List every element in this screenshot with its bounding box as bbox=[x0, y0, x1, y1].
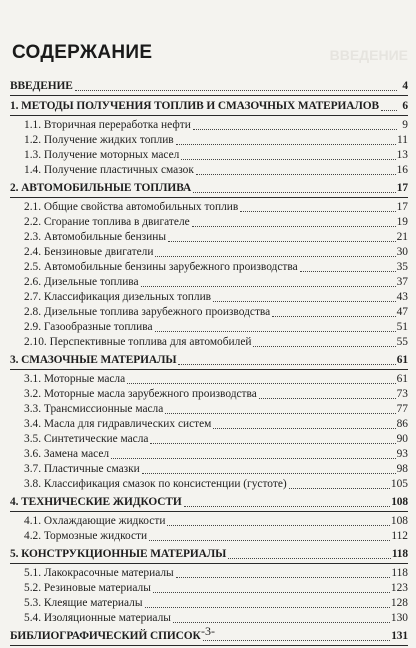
toc-entry-page: 131 bbox=[391, 630, 408, 642]
dot-leader bbox=[192, 225, 396, 227]
toc-entry-title: 3.8. Классификация смазок по консистенции (густоте) bbox=[24, 478, 287, 490]
toc-subsection-entry bbox=[10, 133, 408, 148]
dot-leader bbox=[75, 89, 397, 91]
toc-entry-page: 17 bbox=[396, 201, 408, 213]
toc-subsection-entry bbox=[10, 529, 408, 544]
toc-entry-page: 98 bbox=[396, 463, 408, 475]
dot-leader bbox=[213, 427, 395, 429]
dot-leader bbox=[142, 472, 396, 474]
toc-entry-title: 5.3. Клеящие материалы bbox=[24, 597, 143, 609]
toc-subsection-entry bbox=[10, 275, 408, 290]
dot-leader bbox=[150, 442, 395, 444]
toc-entry-page: 90 bbox=[396, 433, 408, 445]
table-of-contents bbox=[10, 79, 408, 648]
dot-leader bbox=[127, 382, 395, 384]
toc-section-entry bbox=[10, 353, 408, 368]
toc-entry-page: 123 bbox=[390, 582, 408, 594]
dot-leader bbox=[176, 576, 391, 578]
toc-entry-title: 2.9. Газообразные топлива bbox=[24, 321, 153, 333]
toc-entry-title: 1.2. Получение жидких топлив bbox=[24, 134, 174, 146]
dot-leader bbox=[240, 210, 395, 212]
toc-entry-page: 112 bbox=[391, 530, 408, 542]
toc-subsection-entry bbox=[10, 335, 408, 350]
toc-entry-title: 2.2. Сгорание топлива в двигателе bbox=[24, 216, 190, 228]
section-underline bbox=[10, 563, 408, 564]
dot-leader bbox=[253, 345, 395, 347]
toc-entry-title: 5.1. Лакокрасочные материалы bbox=[24, 567, 174, 579]
toc-entry-page: 108 bbox=[391, 496, 408, 508]
toc-subsection-entry bbox=[10, 477, 408, 492]
toc-entry-title: 3.5. Синтетические масла bbox=[24, 433, 149, 445]
dot-leader bbox=[272, 315, 395, 317]
toc-entry-title: 5.4. Изоляционные материалы bbox=[24, 612, 171, 624]
toc-subsection-entry bbox=[10, 462, 408, 477]
section-underline bbox=[10, 511, 408, 512]
dot-leader bbox=[149, 539, 390, 541]
toc-subsection-entry bbox=[10, 387, 408, 402]
dot-leader bbox=[167, 524, 389, 526]
toc-entry-page: 37 bbox=[396, 276, 408, 288]
toc-entry-title: 3.4. Масла для гидравлических систем bbox=[24, 418, 212, 430]
page-title: СОДЕРЖАНИЕ bbox=[12, 42, 153, 63]
dot-leader bbox=[141, 285, 396, 287]
toc-entry-page: 19 bbox=[396, 216, 408, 228]
dot-leader bbox=[203, 639, 391, 641]
toc-entry-page: 61 bbox=[396, 354, 408, 366]
dot-leader bbox=[181, 158, 395, 160]
dot-leader bbox=[196, 173, 396, 175]
toc-subsection-entry bbox=[10, 290, 408, 305]
toc-entry-title: 4.2. Тормозные жидкости bbox=[24, 530, 148, 542]
toc-subsection-entry bbox=[10, 320, 408, 335]
toc-entry-title: 4. ТЕХНИЧЕСКИЕ ЖИДКОСТИ bbox=[10, 496, 182, 508]
toc-entry-page: 118 bbox=[391, 567, 408, 579]
toc-subsection-entry bbox=[10, 447, 408, 462]
dot-leader bbox=[168, 240, 396, 242]
toc-entry-page: 17 bbox=[396, 182, 408, 194]
toc-entry-page: 43 bbox=[396, 291, 408, 303]
toc-subsection-entry bbox=[10, 514, 408, 529]
toc-entry-title: 3. СМАЗОЧНЫЕ МАТЕРИАЛЫ bbox=[10, 354, 177, 366]
section-underline bbox=[10, 115, 408, 116]
toc-entry-page: 93 bbox=[396, 448, 408, 460]
toc-entry-page: 6 bbox=[402, 100, 408, 112]
toc-entry-page: 128 bbox=[390, 597, 408, 609]
dot-leader bbox=[173, 621, 390, 623]
toc-subsection-entry bbox=[10, 305, 408, 320]
toc-subsection-entry bbox=[10, 245, 408, 260]
toc-entry-title: 4.1. Охлаждающие жидкости bbox=[24, 515, 166, 527]
toc-subsection-entry bbox=[10, 372, 408, 387]
toc-subsection-entry bbox=[10, 596, 408, 611]
toc-entry-page: 9 bbox=[402, 119, 408, 131]
toc-entry-title: 3.1. Моторные масла bbox=[24, 373, 126, 385]
page-number: -3- bbox=[201, 624, 215, 638]
toc-entry-page: 47 bbox=[396, 306, 408, 318]
toc-section-entry bbox=[10, 79, 408, 94]
dot-leader bbox=[213, 300, 396, 302]
toc-entry-page: 11 bbox=[397, 134, 408, 146]
section-underline bbox=[10, 95, 408, 96]
toc-entry-page: 77 bbox=[396, 403, 408, 415]
toc-entry-title: 3.2. Моторные масла зарубежного производства bbox=[24, 388, 257, 400]
toc-entry-page: 118 bbox=[391, 548, 408, 560]
dot-leader bbox=[300, 270, 396, 272]
dot-leader bbox=[193, 191, 396, 193]
dot-leader bbox=[176, 143, 396, 145]
dot-leader bbox=[228, 557, 391, 559]
toc-entry-title: 5.2. Резиновые материалы bbox=[24, 582, 151, 594]
toc-entry-page: 51 bbox=[396, 321, 408, 333]
toc-subsection-entry bbox=[10, 581, 408, 596]
dot-leader bbox=[155, 255, 395, 257]
toc-entry-title: 3.7. Пластичные смазки bbox=[24, 463, 140, 475]
toc-subsection-entry bbox=[10, 566, 408, 581]
dot-leader bbox=[178, 363, 395, 365]
toc-entry-title: 2.10. Перспективные топлива для автомобилей bbox=[24, 336, 252, 348]
bleed-through-heading: ВВЕДЕНИЕ bbox=[329, 47, 408, 63]
toc-entry-page: 108 bbox=[390, 515, 408, 527]
toc-subsection-entry bbox=[10, 163, 408, 178]
dot-leader bbox=[289, 487, 390, 489]
toc-entry-title: 2.5. Автомобильные бензины зарубежного производства bbox=[24, 261, 298, 273]
toc-entry-page: 4 bbox=[402, 80, 408, 92]
toc-entry-title: 2.8. Дизельные топлива зарубежного производства bbox=[24, 306, 271, 318]
section-underline bbox=[10, 197, 408, 198]
toc-entry-page: 21 bbox=[396, 231, 408, 243]
toc-entry-title: 1.3. Получение моторных масел bbox=[24, 149, 180, 161]
toc-entry-title: 1.4. Получение пластичных смазок bbox=[24, 164, 194, 176]
toc-entry-title: 2.3. Автомобильные бензины bbox=[24, 231, 167, 243]
toc-entry-page: 30 bbox=[396, 246, 408, 258]
toc-entry-title: 3.6. Замена масел bbox=[24, 448, 110, 460]
toc-entry-page: 16 bbox=[396, 164, 408, 176]
dot-leader bbox=[193, 128, 397, 130]
toc-subsection-entry bbox=[10, 148, 408, 163]
toc-entry-title: 2.1. Общие свойства автомобильных топлив bbox=[24, 201, 239, 213]
toc-subsection-entry bbox=[10, 417, 408, 432]
toc-entry-page: 73 bbox=[396, 388, 408, 400]
toc-subsection-entry bbox=[10, 215, 408, 230]
toc-entry-title: 2. АВТОМОБИЛЬНЫЕ ТОПЛИВА bbox=[10, 182, 192, 194]
toc-entry-page: 86 bbox=[396, 418, 408, 430]
toc-subsection-entry bbox=[10, 200, 408, 215]
dot-leader bbox=[145, 606, 390, 608]
toc-entry-title: 3.3. Трансмиссионные масла bbox=[24, 403, 164, 415]
toc-subsection-entry bbox=[10, 260, 408, 275]
toc-entry-page: 55 bbox=[396, 336, 408, 348]
toc-entry-page: 61 bbox=[396, 373, 408, 385]
toc-entry-title: 5. КОНСТРУКЦИОННЫЕ МАТЕРИАЛЫ bbox=[10, 548, 227, 560]
toc-section-entry bbox=[10, 99, 408, 114]
toc-subsection-entry bbox=[10, 402, 408, 417]
toc-entry-title: ВВЕДЕНИЕ bbox=[10, 80, 73, 92]
toc-subsection-entry bbox=[10, 230, 408, 245]
toc-entry-title: 2.4. Бензиновые двигатели bbox=[24, 246, 154, 258]
toc-entry-title: 1.1. Вторичная переработка нефти bbox=[24, 119, 191, 131]
toc-entry-page: 35 bbox=[396, 261, 408, 273]
section-underline bbox=[10, 645, 408, 646]
dot-leader bbox=[111, 457, 396, 459]
dot-leader bbox=[381, 109, 397, 111]
toc-entry-title: БИБЛИОГРАФИЧЕСКИЙ СПИСОК bbox=[10, 630, 201, 642]
toc-entry-page: 13 bbox=[396, 149, 408, 161]
toc-entry-title: 2.7. Классификация дизельных топлив bbox=[24, 291, 212, 303]
dot-leader bbox=[165, 412, 395, 414]
toc-section-entry bbox=[10, 181, 408, 196]
toc-entry-page: 130 bbox=[390, 612, 408, 624]
toc-section-entry bbox=[10, 495, 408, 510]
toc-entry-page: 105 bbox=[390, 478, 408, 490]
dot-leader bbox=[259, 397, 396, 399]
dot-leader bbox=[153, 591, 390, 593]
toc-subsection-entry bbox=[10, 118, 408, 133]
toc-entry-title: 1. МЕТОДЫ ПОЛУЧЕНИЯ ТОПЛИВ И СМАЗОЧНЫХ МАТЕРИАЛОВ bbox=[10, 100, 380, 112]
toc-section-entry bbox=[10, 547, 408, 562]
dot-leader bbox=[155, 330, 396, 332]
toc-entry-title: 2.6. Дизельные топлива bbox=[24, 276, 139, 288]
section-underline bbox=[10, 369, 408, 370]
toc-subsection-entry bbox=[10, 432, 408, 447]
dot-leader bbox=[184, 505, 391, 507]
